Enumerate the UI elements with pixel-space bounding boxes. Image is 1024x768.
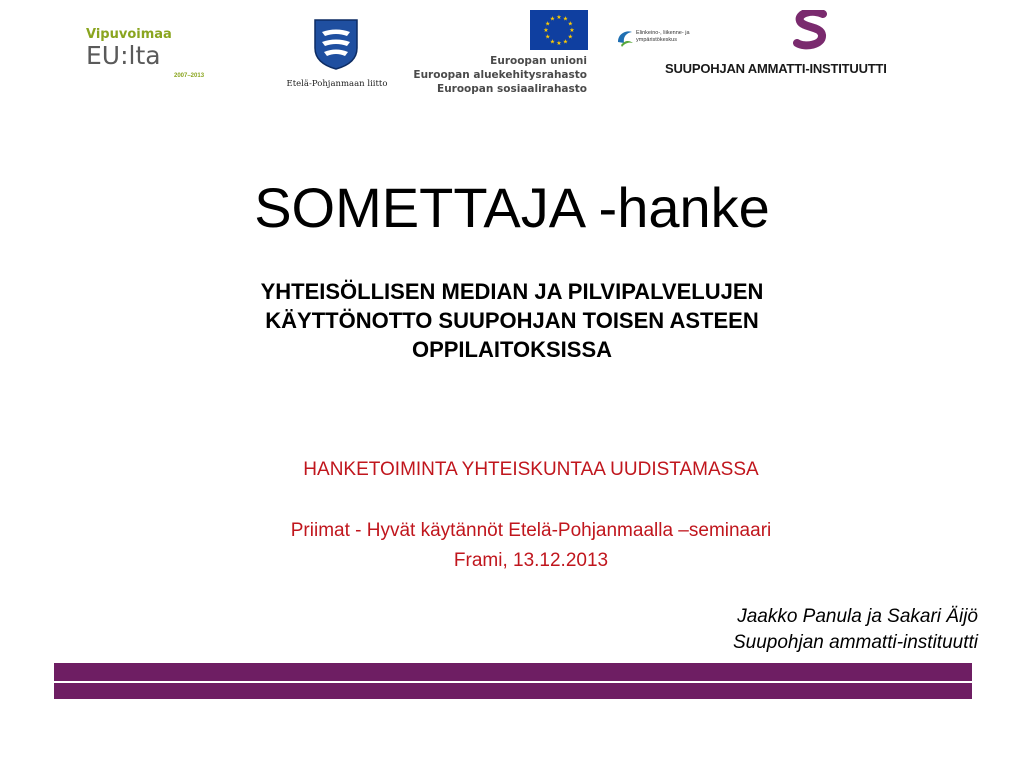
etela-pohjanmaan-liitto-label: Etelä-Pohjanmaan liitto (286, 79, 388, 89)
eu-line-aluekehitysrahasto: Euroopan aluekehitysrahasto (413, 69, 587, 81)
eu-star: ★ (549, 16, 556, 23)
author-names: Jaakko Panula ja Sakari Äijö (737, 606, 978, 627)
slide-title: SOMETTAJA -hanke (254, 176, 770, 239)
eulta-text: EU:lta (86, 41, 161, 70)
eu-star: ★ (543, 28, 549, 34)
author-organization: Suupohjan ammatti-instituutti (732, 632, 978, 653)
event-theme: HANKETOIMINTA YHTEISKUNTAA UUDISTAMASSA (303, 459, 759, 480)
vipuvoimaa-text: Vipuvoimaa (86, 27, 172, 42)
eu-star: ★ (545, 34, 551, 41)
event-date: Frami, 13.12.2013 (453, 550, 609, 571)
event-seminar: Priimat - Hyvät käytännöt Etelä-Pohjanmaalla –seminaari (290, 520, 772, 541)
eu-star: ★ (545, 21, 551, 28)
eu-star: ★ (562, 39, 569, 46)
authors (733, 604, 978, 656)
slide-subtitle (150, 277, 874, 364)
eu-line-unioni: Euroopan unioni (490, 55, 587, 67)
sai-s-icon (791, 10, 831, 52)
eu-line-sosiaalirahasto: Euroopan sosiaalirahasto (437, 83, 587, 95)
subtitle-line-1: YHTEISÖLLISEN MEDIAN JA PILVIPALVELUJEN (260, 279, 764, 304)
eu-star: ★ (567, 34, 573, 41)
eu-star: ★ (567, 21, 573, 28)
etela-pohjanmaan-liitto-logo (282, 18, 392, 92)
eu-star: ★ (556, 15, 562, 21)
subtitle-line-2: KÄYTTÖNOTTO SUUPOHJAN TOISEN ASTEEN (265, 308, 759, 333)
suupohjan-ammatti-instituutti-logo (665, 10, 965, 82)
ely-line-1: Elinkeino-, liikenne- ja (636, 30, 690, 36)
coat-of-arms-icon (313, 18, 359, 70)
vipuvoimaa-eulta-logo (86, 28, 216, 84)
eu-text (413, 54, 587, 96)
footer-band-top (54, 663, 972, 681)
eu-logo (413, 10, 597, 105)
eu-flag-icon (530, 10, 588, 50)
eu-star: ★ (556, 41, 562, 47)
eu-star: ★ (562, 16, 569, 23)
ely-line-2: ympäristökeskus (636, 37, 677, 43)
subtitle-line-3: OPPILAITOKSISSA (411, 337, 613, 362)
vipuvoimaa-years: 2007–2013 (174, 73, 205, 79)
eu-star: ★ (569, 28, 575, 34)
footer-band-bottom (54, 683, 972, 699)
sai-name: SUUPOHJAN AMMATTI-INSTITUUTTI (665, 61, 887, 76)
ely-icon (615, 28, 635, 48)
eu-star: ★ (549, 39, 556, 46)
eu-stars-icon (530, 10, 588, 50)
